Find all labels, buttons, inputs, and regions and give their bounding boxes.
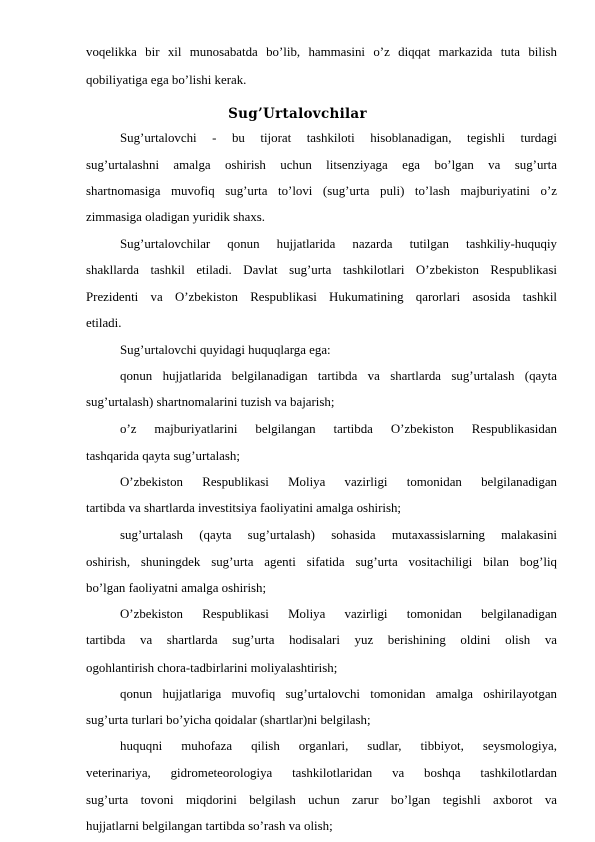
list-item-line: o’z majburiyatlarini belgilangan tartibda O’zbekiston Respublikasidan [120, 422, 557, 437]
intro-line: qobiliyatiga ega bo’lishi kerak. [86, 73, 247, 88]
list-item-line: O’zbekiston Respublikasi Moliya vazirligi tomonidan belgilanadigan [120, 474, 557, 489]
list-item-line: ogohlantirish chora-tadbirlarini moliyalashtirish; [86, 660, 338, 675]
list-item-line: O’zbekiston Respublikasi Moliya vazirligi tomonidan belgilanadigan [120, 607, 557, 622]
paragraph-line: zimmasiga oladigan yuridik shaxs. [86, 210, 266, 225]
list-item-line: sug’urta turlari bo’yicha qoidalar (shartlar)ni belgilash; [86, 713, 371, 727]
paragraph-line: Prezidenti va O’zbekiston Respublikasi Hukumatining qarorlari asosida tashkil [86, 290, 557, 305]
list-item-line: hujjatlarni belgilangan tartibda so’rash va olish; [86, 819, 333, 833]
list-item-line: veterinariya, gidrometeorologiya tashkilotlaridan va boshqa tashkilotlardan [86, 766, 557, 781]
paragraph-line: shartnomasiga muvofiq sug’urta to’lovi (sug’urta puli) to’lash majburiyatini o’z [86, 184, 557, 199]
paragraph-line: sug’urtalashni amalga oshirish uchun litsenziyaga ega bo’lgan va sug’urta [86, 157, 557, 172]
list-item-line: tashqarida qayta sug’urtalash; [86, 448, 240, 463]
paragraph-line: Sug’urtalovchi - bu tijorat tashkiloti hisoblanadigan, tegishli turdagi [120, 130, 557, 145]
intro-line: voqelikka bir xil munosabatda bo’lib, hammasini o’z diqqat markazida tuta bilish [86, 45, 557, 59]
list-item-line: huquqni muhofaza qilish organlari, sudlar, tibbiyot, seysmologiya, [120, 739, 557, 754]
section-heading: Sug’Urtalovchilar [228, 106, 367, 122]
list-item-line: oshirish, shuningdek sug’urta agenti sifatida sug’urta vositachiligi bilan bog’liq [86, 554, 557, 569]
list-item-line: qonun hujjatlariga muvofiq sug’urtalovchi tomonidan amalga oshirilayotgan [120, 686, 557, 701]
list-item-line: sug’urtalash (qayta sug’urtalash) sohasida mutaxassislarning malakasini [120, 528, 557, 543]
paragraph-line: etiladi. [86, 316, 122, 331]
list-item-line: qonun hujjatlarida belgilanadigan tartibda va shartlarda sug’urtalash (qayta [120, 368, 557, 383]
list-item-line: sug’urtalash) shartnomalarini tuzish va bajarish; [86, 395, 335, 410]
list-item-line: tartibda va shartlarda investitsiya faoliyatini amalga oshirish; [86, 501, 402, 516]
list-item-line: sug’urta tovoni miqdorini belgilash uchun zarur bo’lgan tegishli axborot va [86, 792, 557, 807]
list-item-line: tartibda va shartlarda sug’urta hodisalari yuz berishining oldini olish va [86, 633, 557, 648]
paragraph-line: shakllarda tashkil etiladi. Davlat sug’urta tashkilotlari O’zbekiston Respublikasi [86, 262, 557, 277]
list-item-line: bo’lgan faoliyatni amalga oshirish; [86, 580, 267, 595]
paragraph-line: Sug’urtalovchi quyidagi huquqlarga ega: [120, 342, 331, 357]
paragraph-line: Sug’urtalovchilar qonun hujjatlarida nazarda tutilgan tashkiliy-huquqiy [120, 236, 557, 251]
